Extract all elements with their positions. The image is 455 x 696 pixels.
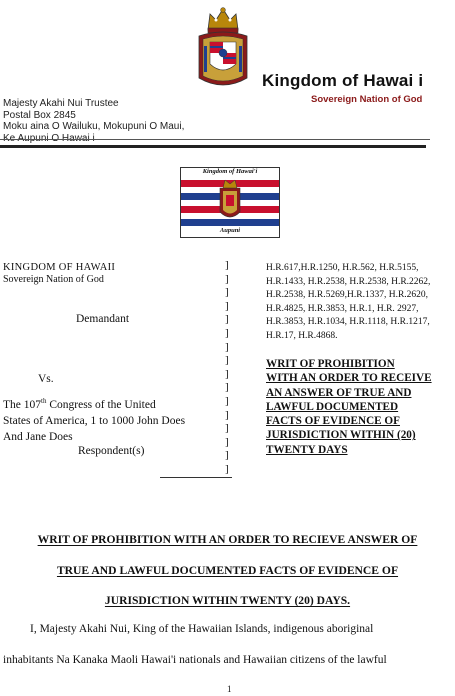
- letterhead-divider: [0, 139, 430, 140]
- caption-bottom-rule: [160, 477, 232, 478]
- document-heading-line: TRUE AND LAWFUL DOCUMENTED FACTS OF EVIDENCE OF: [56, 564, 399, 577]
- bill-list-line: H.R.4825, H.R.3853, H.R.1, H.R. 2927,: [266, 303, 419, 314]
- postal-box: Postal Box 2845: [3, 109, 76, 121]
- writ-title-line: WRIT OF PROHIBITION: [266, 358, 395, 370]
- writ-title-line: FACTS OF EVIDENCE OF: [266, 415, 400, 428]
- writ-title-line: AN ANSWER OF TRUE AND: [266, 386, 412, 399]
- royal-crest-logo: [196, 6, 250, 92]
- demandant-name: KINGDOM OF HAWAII: [3, 262, 116, 273]
- writ-title-line: JURISDICTION WITHIN (20): [266, 429, 416, 442]
- body-paragraph-line: inhabitants Na Kanaka Maoli Hawai'i nationals and Hawaiian citizens of the lawful: [3, 654, 387, 666]
- flag-bottom-caption: Aupuni: [219, 227, 241, 234]
- kingdom-title: Kingdom of Hawai i: [262, 71, 424, 90]
- respondent-line: [3, 399, 156, 411]
- trustee-address-block: [3, 98, 184, 144]
- page-number: 1: [227, 684, 232, 694]
- document-heading-line: JURISDICTION WITHIN TWENTY (20) DAYS.: [104, 594, 351, 607]
- kingdom-subtitle: Sovereign Nation of God: [311, 94, 423, 105]
- versus-label: Vs.: [38, 373, 54, 385]
- bill-list-line: H.R.2538, H.R.5269,H.R.1337, H.R.2620,: [266, 290, 429, 301]
- flag-top-caption: Kingdom of Hawai'i: [202, 168, 258, 175]
- writ-title-block: [266, 357, 455, 457]
- hawaiian-flag-image: [180, 167, 280, 238]
- bill-list-line: H.R.617,H.R.1250, H.R.562, H.R.5155,: [266, 263, 419, 273]
- respondent-text: The 107: [3, 399, 42, 411]
- demandant-subtitle: Sovereign Nation of God: [3, 274, 104, 285]
- bill-list-line: H.R.1433, H.R.2538, H.R.2538, H.R.2262,: [266, 276, 431, 287]
- respondent-text: Congress of the United: [46, 399, 156, 411]
- address-line: Moku aina O Wailuku, Mokupuni O Maui,: [3, 121, 185, 133]
- ordinal-suffix: th: [41, 397, 47, 405]
- writ-title-line: LAWFUL DOCUMENTED: [266, 400, 399, 413]
- caption-bracket-column: ] ] ] ] ] ] ] ] ] ] ] ] ] ] ] ]: [225, 259, 229, 475]
- letterhead-divider-thick: [0, 145, 426, 148]
- respondent-label: Respondent(s): [78, 445, 145, 457]
- respondent-line: And Jane Does: [3, 431, 73, 443]
- bill-list: [266, 262, 452, 344]
- document-heading-line: WRIT OF PROHIBITION WITH AN ORDER TO RECIEVE ANSWER OF: [37, 533, 418, 546]
- respondent-line: States of America, 1 to 1000 John Does: [3, 415, 186, 427]
- bill-list-line: H.R.17, H.R.4868.: [266, 330, 338, 341]
- body-paragraph-line: I, Majesty Akahi Nui, King of the Hawaiian Islands, indigenous aboriginal: [30, 623, 374, 635]
- demandant-label: Demandant: [76, 313, 130, 325]
- writ-title-line: TWENTY DAYS: [266, 443, 348, 456]
- bill-list-line: H.R.3853, H.R.1034, H.R.1118, H.R.1217,: [266, 317, 430, 328]
- trustee-name: Majesty Akahi Nui Trustee: [3, 98, 119, 109]
- writ-title-line: WITH AN ORDER TO RECEIVE: [266, 372, 432, 385]
